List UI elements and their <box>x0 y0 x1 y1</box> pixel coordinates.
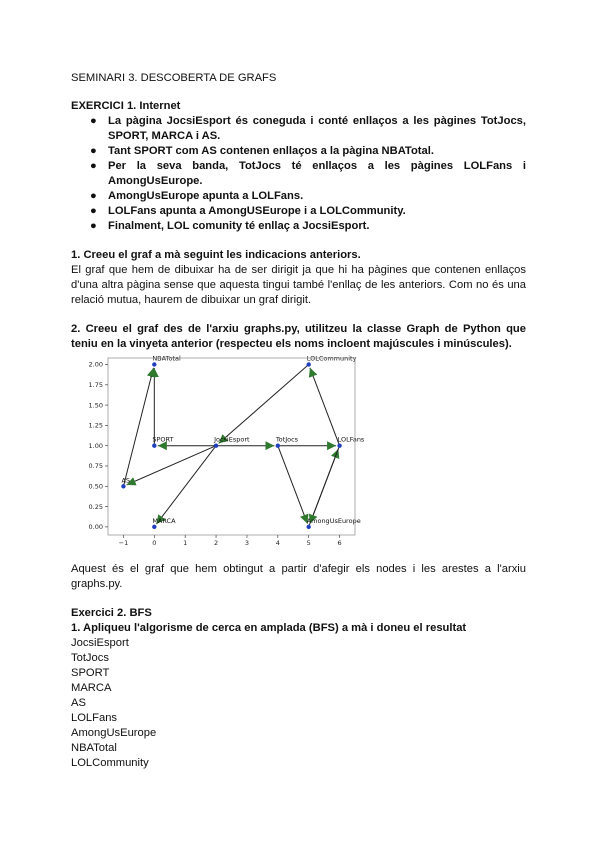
edge-JocsiEsport-MARCA <box>156 446 216 524</box>
node-AmongUsEurope <box>306 525 310 529</box>
bullet-text: Tant SPORT com AS contenen enllaços a la pàgina NBATotal. <box>108 145 434 157</box>
labels-layer <box>121 354 364 524</box>
node-TotJocs <box>276 443 280 447</box>
bullet-icon: ● <box>90 115 97 127</box>
edge-LOLFans-AmongUsEurope <box>310 446 340 524</box>
bullet-text: La pàgina JocsiEsport és coneguda i conté enllaços a les pàgines TotJocs, SPORT, MARCA i AS. <box>108 115 526 142</box>
y-tick-label: 0.50 <box>88 482 103 491</box>
bfs-result-item: NBATotal <box>71 742 117 754</box>
node-LOLFans <box>337 443 341 447</box>
bfs-result-item: AmongUsEurope <box>71 727 157 739</box>
exercise2-heading: Exercici 2. BFS <box>71 607 152 619</box>
node-AS <box>121 484 125 488</box>
x-tick-label: 1 <box>183 539 188 547</box>
bfs-result-item: AS <box>71 697 86 709</box>
node-label: LOLCommunity <box>306 354 357 363</box>
x-tick-label: 2 <box>213 539 219 547</box>
node-NBATotal <box>152 362 156 366</box>
bullet-icon: ● <box>90 160 97 172</box>
edge-JocsiEsport-AS <box>127 446 216 485</box>
bfs-question-heading: 1. Apliqueu l'algorisme de cerca en amplada (BFS) a mà i doneu el resultat <box>71 622 467 634</box>
node-label: NBATotal <box>152 354 181 363</box>
q1-text: El graf que hem de dibuixar ha de ser dirigit ja que hi ha pàgines que contenen enllaços d'una altra pàgina sense que aquesta tingui també l'enllaç de les anteriors. Com no és una relació mutua, haurem de dibuixar un graf dirigit. <box>71 264 526 306</box>
bullet-icon: ● <box>90 145 97 157</box>
node-LOLCommunity <box>306 362 310 366</box>
seminar-title: SEMINARI 3. DESCOBERTA DE GRAFS <box>71 72 277 84</box>
node-label: LOLFans <box>337 435 365 444</box>
edge-LOLCommunity-JocsiEsport <box>219 364 309 443</box>
q1-heading: 1. Creeu el graf a mà seguint les indicacions anteriors. <box>71 249 361 261</box>
node-JocsiEsport <box>214 443 218 447</box>
bfs-result-item: TotJocs <box>71 652 109 664</box>
bfs-result-item: SPORT <box>71 667 110 679</box>
y-tick-label: 1.50 <box>88 401 103 410</box>
bullet-text: LOLFans apunta a AmongUSEurope i a LOLCommunity. <box>108 205 406 217</box>
list-item <box>90 189 526 204</box>
plot-frame <box>108 358 355 535</box>
node-label: MARCA <box>152 516 176 525</box>
bfs-result-item: LOLFans <box>71 712 118 724</box>
y-tick-label: 1.25 <box>88 421 103 430</box>
edge-TotJocs-AmongUsEurope <box>278 446 308 524</box>
node-label: JocsiEsport <box>214 435 250 444</box>
list-item <box>90 219 526 234</box>
bullet-icon: ● <box>90 190 97 202</box>
graph-chart <box>88 354 365 547</box>
node-MARCA <box>152 525 156 529</box>
edge-LOLFans-LOLCommunity <box>310 368 340 446</box>
x-tick-label: 3 <box>244 539 250 547</box>
list-item <box>90 114 526 144</box>
node-label: SPORT <box>152 435 174 444</box>
bullet-icon: ● <box>90 205 97 217</box>
bullet-text: Per la seva banda, TotJocs té enllaços a les pàgines LOLFans i AmongUsEurope. <box>108 160 526 187</box>
node-label: TotJocs <box>275 435 299 444</box>
x-tick-label: 4 <box>275 539 280 547</box>
node-label: AmongUsEurope <box>306 516 361 525</box>
x-tick-label: 0 <box>152 539 157 547</box>
x-tick-label: 6 <box>337 539 342 547</box>
list-item <box>90 159 526 189</box>
q2-text: Aquest és el graf que hem obtingut a partir d'afegir els nodes i les arestes a l'arxiu graphs.py. <box>71 563 526 590</box>
q2-heading: 2. Creeu el graf des de l'arxiu graphs.py, utilitzeu la classe Graph de Python que teniu en la vinyeta anterior (respecteu els noms incloent majúscules i minúscules). <box>71 323 526 350</box>
bullet-icon: ● <box>90 220 97 232</box>
bfs-result-item: LOLCommunity <box>71 757 149 769</box>
node-label: AS <box>121 476 131 485</box>
bullet-text: AmongUsEurope apunta a LOLFans. <box>108 190 304 202</box>
y-tick-label: 1.75 <box>88 380 103 389</box>
y-tick-label: 0.00 <box>88 523 103 532</box>
node-SPORT <box>152 443 156 447</box>
x-tick-label: 5 <box>306 539 311 547</box>
bfs-result-item: JocsiEsport <box>71 637 129 649</box>
y-tick-label: 2.00 <box>88 360 103 369</box>
list-item <box>90 204 526 219</box>
bullet-text: Finalment, LOL comunity té enllaç a JocsiEsport. <box>108 220 370 232</box>
exercise1-heading: EXERCICI 1. Internet <box>71 100 181 112</box>
y-tick-label: 0.25 <box>88 502 103 511</box>
list-item <box>90 144 526 159</box>
y-tick-label: 1.00 <box>88 441 103 450</box>
x-tick-label: −1 <box>118 539 129 547</box>
y-tick-label: 0.75 <box>88 462 103 471</box>
exercise1-bullet-list <box>90 114 526 234</box>
edge-AS-NBATotal <box>123 368 153 486</box>
bfs-result-item: MARCA <box>71 682 112 694</box>
